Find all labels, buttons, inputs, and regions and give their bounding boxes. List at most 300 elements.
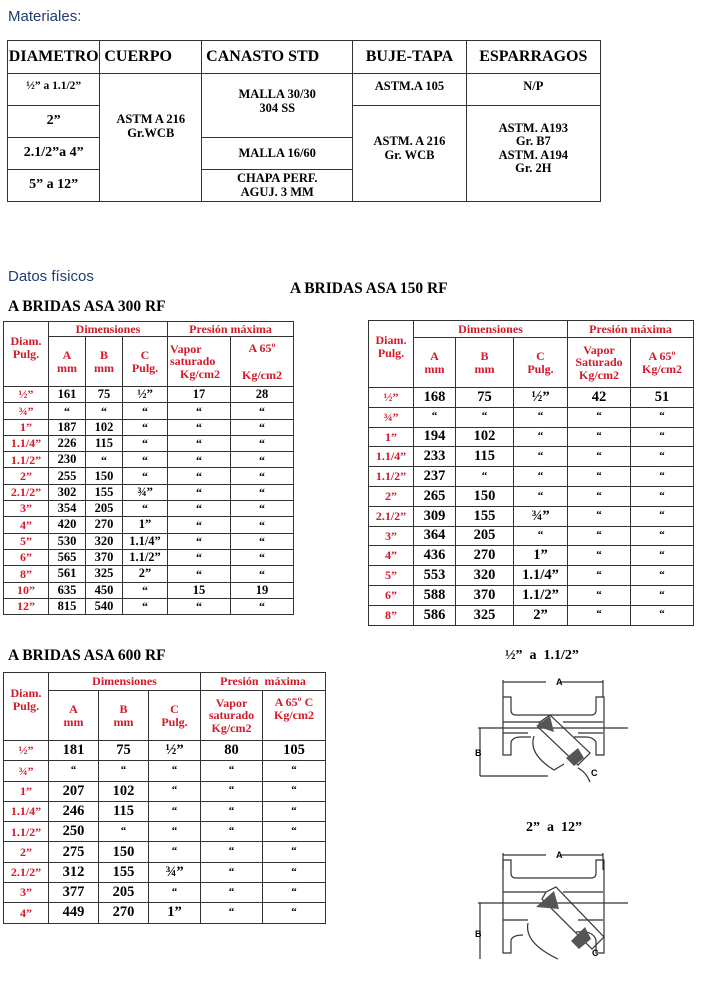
diam-cell: 4” <box>4 903 49 923</box>
header-dimensiones: Dimensiones <box>49 673 201 691</box>
header-c <box>123 337 168 387</box>
value-cell: “ <box>414 407 456 427</box>
table-row <box>4 549 294 565</box>
value-cell: “ <box>149 822 201 842</box>
value-cell: “ <box>568 566 631 586</box>
value-cell: 815 <box>49 598 86 614</box>
materiales-title: Materiales: <box>8 8 82 25</box>
cuerpo-line: ASTM A 216 <box>116 112 186 127</box>
cuerpo-line: Gr.WCB <box>127 125 175 140</box>
diam-cell: 6” <box>369 585 414 605</box>
value-cell: “ <box>263 761 326 781</box>
value-cell: 312 <box>49 862 99 882</box>
value-cell: “ <box>168 549 231 565</box>
diam-cell: ¾” <box>4 761 49 781</box>
value-cell: 207 <box>49 781 99 801</box>
diam-cell: 1.1/4” <box>4 435 49 451</box>
diam-cell: 3” <box>4 501 49 517</box>
header-line: C <box>170 701 179 716</box>
value-cell: “ <box>149 781 201 801</box>
value-cell: “ <box>568 467 631 487</box>
value-cell: 155 <box>456 506 514 526</box>
table-row <box>369 506 694 526</box>
table-row <box>4 761 326 781</box>
header-a65 <box>231 337 294 387</box>
diam-cell: 3” <box>369 526 414 546</box>
value-cell: 155 <box>99 862 149 882</box>
diam-cell: 8” <box>369 605 414 625</box>
header-line: mm <box>474 361 495 376</box>
value-cell: 270 <box>99 903 149 923</box>
label-c: C <box>592 948 599 958</box>
value-cell: “ <box>123 582 168 598</box>
value-cell: 1” <box>514 546 568 566</box>
value-cell: “ <box>99 761 149 781</box>
value-cell: “ <box>201 842 263 862</box>
value-cell: “ <box>86 452 123 468</box>
diam-cell: 1.1/4” <box>4 801 49 821</box>
value-cell: 325 <box>456 605 514 625</box>
tabla600-title: A BRIDAS ASA 600 RF <box>8 647 166 664</box>
value-cell: “ <box>263 781 326 801</box>
header-diam <box>369 321 414 388</box>
header-line: A 65º <box>648 348 676 363</box>
value-cell: 320 <box>86 533 123 549</box>
value-cell: “ <box>168 598 231 614</box>
diam-cell: 1.1/2” <box>4 822 49 842</box>
table-row <box>369 486 694 506</box>
diam-cell: 1.1/4” <box>369 447 414 467</box>
header-presion: Presión máxima <box>168 322 294 337</box>
value-cell: 275 <box>49 842 99 862</box>
value-cell: ½” <box>514 388 568 408</box>
value-cell: “ <box>263 862 326 882</box>
buje-line: ASTM. A 216 <box>373 134 446 149</box>
diam-cell: ½” <box>4 387 49 403</box>
label-c: C <box>591 768 598 778</box>
table-row <box>369 566 694 586</box>
value-cell: “ <box>568 427 631 447</box>
header-line: A 65º <box>248 340 276 355</box>
diagram-large-title: 2” a 12” <box>526 820 582 835</box>
tabla150-title: A BRIDAS ASA 150 RF <box>290 280 448 297</box>
table-header-row <box>8 41 601 74</box>
value-cell: 377 <box>49 883 99 903</box>
value-cell: 354 <box>49 501 86 517</box>
value-cell: “ <box>231 566 294 582</box>
table-row <box>369 407 694 427</box>
value-cell: 102 <box>456 427 514 447</box>
value-cell: 28 <box>231 387 294 403</box>
value-cell: 270 <box>456 546 514 566</box>
value-cell: “ <box>631 506 694 526</box>
header-line: saturado <box>170 354 216 369</box>
value-cell: 565 <box>49 549 86 565</box>
value-cell: 635 <box>49 582 86 598</box>
header-diametro: DIAMETRO <box>8 41 100 74</box>
label-b: B <box>475 748 482 758</box>
value-cell: “ <box>231 419 294 435</box>
value-cell: “ <box>631 526 694 546</box>
header-line: mm <box>113 714 134 729</box>
value-cell: 309 <box>414 506 456 526</box>
table-row <box>4 741 326 761</box>
table-row <box>4 781 326 801</box>
header-line: Kg/cm2 <box>579 367 619 382</box>
table-header-row <box>369 321 694 338</box>
header-line: Pulg. <box>527 361 554 376</box>
value-cell: 230 <box>49 452 86 468</box>
table-row <box>4 501 294 517</box>
value-cell: “ <box>263 842 326 862</box>
value-cell: 553 <box>414 566 456 586</box>
cuerpo-cell <box>100 74 202 202</box>
esparragos-line: Gr. 2H <box>515 160 552 175</box>
value-cell: “ <box>514 407 568 427</box>
header-line: mm <box>63 714 84 729</box>
value-cell: 51 <box>631 388 694 408</box>
diam-cell: 5” <box>4 533 49 549</box>
header-presion: Presión máxima <box>201 673 326 691</box>
value-cell: “ <box>631 486 694 506</box>
table-row <box>4 842 326 862</box>
table-row <box>369 467 694 487</box>
value-cell: 75 <box>456 388 514 408</box>
tabla300-title: A BRIDAS ASA 300 RF <box>8 298 166 315</box>
diam-cell: 2” <box>369 486 414 506</box>
canasto-chapa-cell <box>202 170 353 202</box>
diam-cell: 5” <box>369 566 414 586</box>
value-cell: 205 <box>99 883 149 903</box>
value-cell: “ <box>231 533 294 549</box>
esparragos-large-cell <box>466 106 600 202</box>
value-cell: 250 <box>49 822 99 842</box>
canasto-line: 304 SS <box>259 100 296 115</box>
value-cell: “ <box>514 486 568 506</box>
header-vapor <box>168 337 231 387</box>
header-b <box>86 337 123 387</box>
canasto-malla16-cell: MALLA 16/60 <box>202 138 353 170</box>
header-dimensiones: Dimensiones <box>49 322 168 337</box>
value-cell: “ <box>568 546 631 566</box>
diam-cell: 12” <box>4 598 49 614</box>
canasto-line: MALLA 30/30 <box>238 87 316 102</box>
header-a <box>49 337 86 387</box>
value-cell: “ <box>168 566 231 582</box>
table-header-row <box>4 691 326 741</box>
value-cell: “ <box>568 486 631 506</box>
value-cell: “ <box>631 585 694 605</box>
header-line: C <box>536 348 545 363</box>
value-cell: “ <box>168 533 231 549</box>
value-cell: “ <box>201 883 263 903</box>
table-row <box>369 605 694 625</box>
diam-cell: 2” <box>4 468 49 484</box>
value-cell: 237 <box>414 467 456 487</box>
diam-cell: 4” <box>369 546 414 566</box>
diam-cell: 2.1/2” <box>369 506 414 526</box>
value-cell: 150 <box>99 842 149 862</box>
value-cell: 325 <box>86 566 123 582</box>
value-cell: 205 <box>86 501 123 517</box>
tabla300-table <box>3 321 294 615</box>
value-cell: 586 <box>414 605 456 625</box>
value-cell: “ <box>568 526 631 546</box>
value-cell: 80 <box>201 741 263 761</box>
value-cell: “ <box>568 605 631 625</box>
value-cell: 450 <box>86 582 123 598</box>
value-cell: “ <box>201 761 263 781</box>
table-row <box>369 427 694 447</box>
strainer-small-diagram <box>475 672 628 782</box>
value-cell: 370 <box>86 549 123 565</box>
strainer-large-diagram <box>475 845 628 960</box>
value-cell: 1” <box>123 517 168 533</box>
value-cell: ¾” <box>123 484 168 500</box>
header-line: B <box>99 347 108 362</box>
diam-cell: 4” <box>4 517 49 533</box>
value-cell: “ <box>514 447 568 467</box>
value-cell: 420 <box>49 517 86 533</box>
header-line: Pulg. <box>131 360 159 375</box>
table-row <box>4 862 326 882</box>
value-cell: 115 <box>456 447 514 467</box>
materiales-table <box>7 40 601 202</box>
value-cell: 255 <box>49 468 86 484</box>
canasto-line: AGUJ. 3 MM <box>240 184 314 199</box>
value-cell: 449 <box>49 903 99 923</box>
header-line: Kg/cm2 <box>242 367 282 382</box>
esparragos-line: Gr. B7 <box>515 134 551 149</box>
value-cell: 370 <box>456 585 514 605</box>
value-cell: “ <box>568 585 631 605</box>
value-cell: “ <box>456 407 514 427</box>
value-cell: ¾” <box>514 506 568 526</box>
value-cell: 102 <box>99 781 149 801</box>
esparragos-line: ASTM. A193 <box>498 121 569 136</box>
header-line: Diam. <box>10 334 42 349</box>
diametro-cell: ½” a 1.1/2” <box>8 74 100 106</box>
value-cell: 75 <box>99 741 149 761</box>
value-cell: “ <box>568 447 631 467</box>
value-cell: “ <box>263 822 326 842</box>
value-cell: 105 <box>263 741 326 761</box>
canasto-line: CHAPA PERF. <box>236 171 318 186</box>
label-b: B <box>475 929 482 939</box>
buje-large-cell <box>353 106 466 202</box>
header-line: B <box>480 348 489 363</box>
header-c <box>149 691 201 741</box>
header-line: mm <box>94 360 114 375</box>
header-line: Kg/cm2 <box>642 361 682 376</box>
header-line: Diam. <box>375 333 407 348</box>
header-c <box>514 338 568 388</box>
value-cell: “ <box>201 822 263 842</box>
header-line: Kg/cm2 <box>180 366 220 381</box>
value-cell: 1.1/2” <box>514 585 568 605</box>
value-cell: “ <box>123 403 168 419</box>
header-line: Pulg. <box>377 346 405 360</box>
table-row <box>4 468 294 484</box>
value-cell: “ <box>201 862 263 882</box>
table-row <box>4 533 294 549</box>
header-line: B <box>119 701 128 716</box>
table-row <box>4 387 294 403</box>
value-cell: 561 <box>49 566 86 582</box>
diametro-cell: 2.1/2”a 4” <box>8 138 100 170</box>
header-cuerpo: CUERPO <box>100 41 202 74</box>
value-cell: “ <box>86 403 123 419</box>
value-cell: “ <box>201 801 263 821</box>
value-cell: 115 <box>86 435 123 451</box>
value-cell: 530 <box>49 533 86 549</box>
diam-cell: ¾” <box>4 403 49 419</box>
value-cell: “ <box>456 467 514 487</box>
header-line: Pulg. <box>12 698 40 713</box>
diagram-small-title: ½” a 1.1/2” <box>505 648 579 663</box>
diam-cell: 1” <box>4 781 49 801</box>
value-cell: “ <box>631 546 694 566</box>
value-cell: “ <box>168 501 231 517</box>
value-cell: 102 <box>86 419 123 435</box>
value-cell: “ <box>49 761 99 781</box>
value-cell: 150 <box>456 486 514 506</box>
header-line: Diam. <box>10 685 42 700</box>
esparragos-line: ASTM. A194 <box>498 147 569 162</box>
value-cell: 168 <box>414 388 456 408</box>
value-cell: “ <box>49 403 86 419</box>
value-cell: “ <box>231 452 294 468</box>
header-a65 <box>263 691 326 741</box>
value-cell: “ <box>231 435 294 451</box>
value-cell: 161 <box>49 387 86 403</box>
header-line: A 65º C <box>274 694 314 709</box>
table-header-row <box>4 673 326 691</box>
value-cell: “ <box>631 566 694 586</box>
value-cell: “ <box>168 468 231 484</box>
value-cell: “ <box>514 427 568 447</box>
header-line: Saturado <box>575 355 623 370</box>
value-cell: “ <box>168 484 231 500</box>
header-line: Pulg. <box>161 714 188 729</box>
header-dimensiones: Dimensiones <box>414 321 568 338</box>
table-row <box>4 822 326 842</box>
table-row <box>4 598 294 614</box>
header-line: Kg/cm2 <box>211 720 252 735</box>
value-cell: “ <box>168 452 231 468</box>
value-cell: “ <box>263 801 326 821</box>
value-cell: “ <box>149 761 201 781</box>
value-cell: “ <box>168 403 231 419</box>
header-vapor <box>201 691 263 741</box>
header-line: mm <box>424 361 445 376</box>
value-cell: “ <box>231 484 294 500</box>
value-cell: 155 <box>86 484 123 500</box>
table-row <box>4 435 294 451</box>
value-cell: “ <box>514 526 568 546</box>
value-cell: 233 <box>414 447 456 467</box>
buje-small-cell: ASTM.A 105 <box>353 74 466 106</box>
label-a: A <box>556 677 563 687</box>
diam-cell: 1” <box>369 427 414 447</box>
value-cell: “ <box>568 506 631 526</box>
value-cell: “ <box>168 435 231 451</box>
header-buje-tapa: BUJE-TAPA <box>353 41 466 74</box>
header-presion: Presión máxima <box>568 321 694 338</box>
diametro-cell: 5” a 12” <box>8 170 100 202</box>
value-cell: “ <box>231 549 294 565</box>
value-cell: 540 <box>86 598 123 614</box>
value-cell: “ <box>149 842 201 862</box>
diam-cell: 8” <box>4 566 49 582</box>
diam-cell: 10” <box>4 582 49 598</box>
value-cell: 1.1/2” <box>123 549 168 565</box>
value-cell: “ <box>123 598 168 614</box>
value-cell: “ <box>514 467 568 487</box>
header-a <box>49 691 99 741</box>
table-row <box>4 419 294 435</box>
header-esparragos: ESPARRAGOS <box>466 41 600 74</box>
header-b <box>99 691 149 741</box>
value-cell: 17 <box>168 387 231 403</box>
header-a65 <box>631 338 694 388</box>
table-row <box>369 585 694 605</box>
value-cell: “ <box>99 822 149 842</box>
header-line: A <box>430 348 439 363</box>
value-cell: 302 <box>49 484 86 500</box>
value-cell: “ <box>123 419 168 435</box>
diam-cell: 6” <box>4 549 49 565</box>
value-cell: 588 <box>414 585 456 605</box>
value-cell: 320 <box>456 566 514 586</box>
value-cell: “ <box>568 407 631 427</box>
table-row <box>4 566 294 582</box>
value-cell: 1” <box>149 903 201 923</box>
table-header-row <box>369 338 694 388</box>
header-line: Kg/cm2 <box>274 707 314 722</box>
header-diam <box>4 673 49 741</box>
value-cell: ¾” <box>149 862 201 882</box>
value-cell: “ <box>123 468 168 484</box>
value-cell: 181 <box>49 741 99 761</box>
value-cell: 2” <box>123 566 168 582</box>
value-cell: 187 <box>49 419 86 435</box>
table-row <box>4 903 326 923</box>
table-row <box>8 74 601 106</box>
diam-cell: ½” <box>369 388 414 408</box>
header-b <box>456 338 514 388</box>
value-cell: “ <box>123 435 168 451</box>
value-cell: 194 <box>414 427 456 447</box>
table-row <box>369 447 694 467</box>
header-diam <box>4 322 49 387</box>
value-cell: 150 <box>86 468 123 484</box>
value-cell: ½” <box>123 387 168 403</box>
table-row <box>4 582 294 598</box>
value-cell: “ <box>631 427 694 447</box>
diametro-cell: 2” <box>8 106 100 138</box>
value-cell: “ <box>168 419 231 435</box>
header-line: mm <box>57 360 77 375</box>
header-line: Vapor <box>215 695 248 710</box>
header-vapor <box>568 338 631 388</box>
value-cell: 75 <box>86 387 123 403</box>
table-row <box>4 883 326 903</box>
value-cell: “ <box>123 501 168 517</box>
diam-cell: 2” <box>4 842 49 862</box>
header-line: Vapor <box>170 341 202 356</box>
value-cell: “ <box>201 903 263 923</box>
